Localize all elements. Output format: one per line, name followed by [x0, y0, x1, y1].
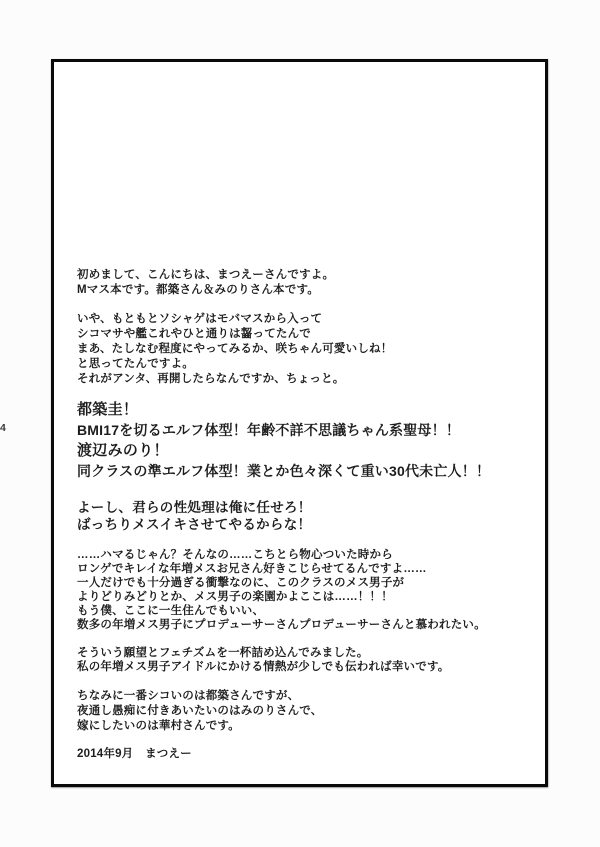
passion-paragraph: [77, 548, 517, 632]
text-line: まあ、たしなむ程度にやってみるか、咲ちゃん可愛いしね！: [77, 343, 393, 355]
character-description: 同クラスの準エルフ体型！業とか色々深くて重い30代未亡人！！: [77, 463, 491, 479]
text-line: Mマス本です。都築さん＆みのりさん本です。: [77, 284, 319, 296]
character-name: 都築圭！: [77, 401, 139, 418]
text-line: よーし、君らの性処理は俺に任せろ！: [77, 500, 312, 515]
character-description: BMI17を切るエルフ体型！年齢不詳不思議ちゃん系聖母！！: [77, 422, 461, 438]
text-line: 一人だけでも十分過ぎる衝撃なのに、このクラスのメス男子が: [77, 577, 405, 589]
text-line: 私の年増メス男子アイドルにかける情熱が少しでも伝われば幸いです。: [77, 661, 450, 673]
text-line: 夜通し愚痴に付きあいたいのはみのりさんで、: [77, 705, 323, 717]
text-line: よりどりみどりとか、メス男子の楽園かよここは……！！！: [77, 591, 393, 603]
signature-block: [77, 747, 517, 762]
text-line: ……ハマるじゃん？そんなの……こちとら物心ついた時から: [77, 549, 393, 561]
text-line: 初めまして、こんにちは、まつえーさんですよ。: [77, 269, 335, 281]
favorites-paragraph: [77, 689, 517, 734]
text-line: と思ってたんですよ。: [77, 358, 194, 370]
character-name: 渡辺みのり！: [77, 442, 169, 459]
text-line: いや、もともとソシャゲはモバマスから入って: [77, 313, 323, 325]
text-line: それがアンタ、再開したらなんですか、ちょっと。: [77, 373, 345, 385]
text-line: ばっちりメスイキさせてやるからな！: [77, 517, 312, 532]
backstory-paragraph: [77, 312, 517, 387]
text-line: 数多の年増メス男子にプロデューサーさんプロデューサーさんと慕われたい。: [77, 619, 486, 631]
wrapup-paragraph: [77, 646, 517, 674]
text-line: そういう願望とフェチズムを一杯詰め込んでみました。: [77, 647, 369, 659]
text-line: ロンゲでキレイな年増メスお兄さん好きこじらせてるんですよ……: [77, 563, 427, 575]
text-line: シコマサや艦これやひと通りは齧ってたんで: [77, 328, 311, 340]
afterword-text: [77, 268, 517, 762]
page-number: 4: [0, 422, 6, 434]
page-border-frame: [51, 59, 548, 787]
text-line: もう僕、ここに一生住んでもいい、: [77, 605, 265, 617]
text-line: ちなみに一番シコいのは都築さんですが、: [77, 690, 300, 702]
declaration-paragraph: [77, 499, 517, 533]
intro-paragraph: [77, 268, 517, 298]
signature-date-line: 2014年9月 まつえー: [77, 748, 192, 760]
character-intro-block: [77, 399, 517, 481]
text-line: 嫁にしたいのは華村さんです。: [77, 720, 240, 732]
